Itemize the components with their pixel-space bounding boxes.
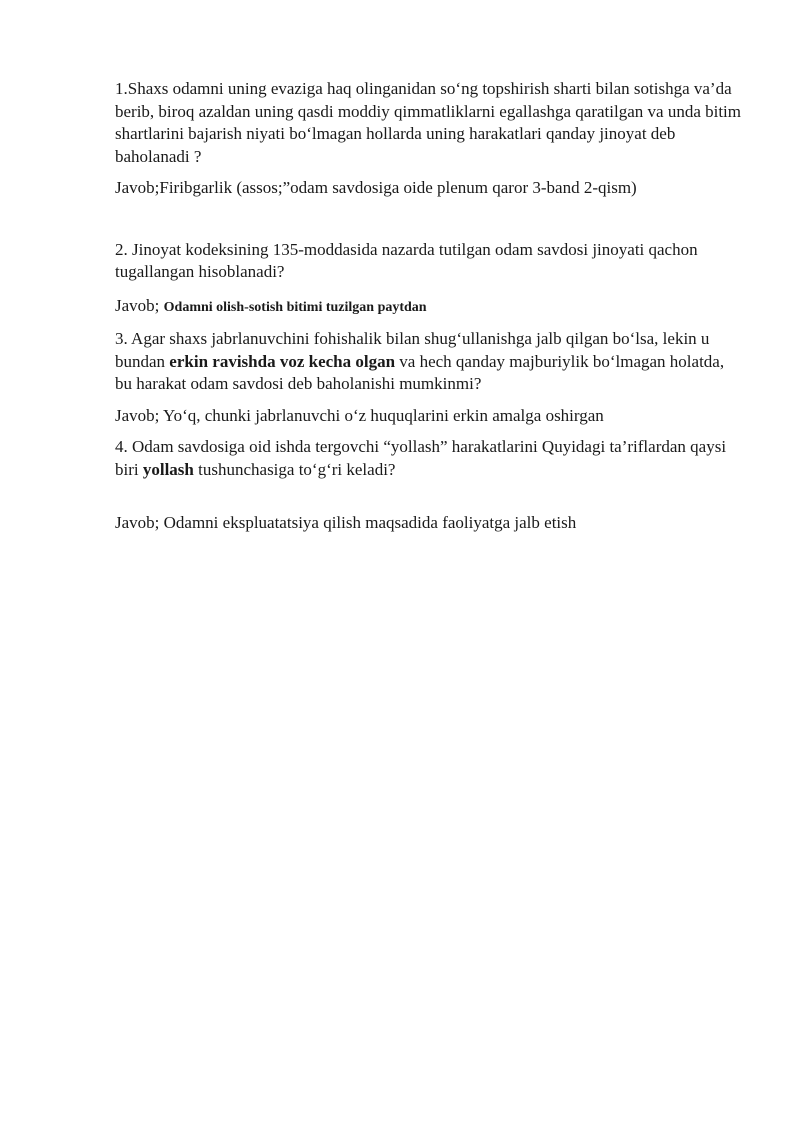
- question-4: [115, 436, 745, 481]
- question-4-part1: 4. Odam savdosiga oid ishda tergovchi “yollash” harakatlarini Quyidagi ta’riflardan qaysi biri: [115, 437, 727, 479]
- answer-1: Javob;Firibgarlik (assos;”odam savdosiga oide plenum qaror 3-band 2-qism): [115, 178, 637, 197]
- question-4-emphasis: yollash: [142, 459, 194, 479]
- answer-4: Javob; Odamni ekspluatatsiya qilish maqsadida faoliyatga jalb etish: [115, 513, 577, 532]
- question-3-part1: 3. Agar shaxs jabrlanuvchini fohishalik bilan shug‘ullanishga jalb qilgan bo‘lsa, lekin u bundan: [115, 329, 710, 371]
- answer-3: Javob; Yo‘q, chunki jabrlanuvchi o‘z huquqlarini erkin amalga oshirgan: [115, 405, 604, 425]
- answer-2: [115, 295, 745, 320]
- question-3: [115, 328, 745, 396]
- question-4-part2: tushunchasiga to‘g‘ri keladi?: [193, 459, 396, 479]
- answer-2-prefix: Javob;: [115, 295, 164, 315]
- document-page: [115, 78, 745, 535]
- answer-2-text: Odamni olish-sotish bitimi tuzilgan paytdan: [163, 299, 427, 315]
- question-3-emphasis: erkin ravishda voz kecha olgan: [169, 351, 396, 371]
- question-3-part2: va hech qanday majburiylik bo‘lmagan holatda, bu harakat odam savdosi deb baholanishi mumkinmi?: [115, 351, 725, 393]
- question-2: 2. Jinoyat kodeksining 135-moddasida nazarda tutilgan odam savdosi jinoyati qachon tugallangan hisoblanadi?: [115, 239, 698, 281]
- question-1: 1.Shaxs odamni uning evaziga haq olinganidan so‘ng topshirish sharti bilan sotishga va’da berib, biroq azaldan uning qasdi moddiy qimmatliklarni egallashga qaratilgan va unda bitim shartlarini bajarish niyati bo‘lmagan hollarda uning harakatlari qanday jinoyat deb baholanadi ?: [115, 79, 742, 166]
